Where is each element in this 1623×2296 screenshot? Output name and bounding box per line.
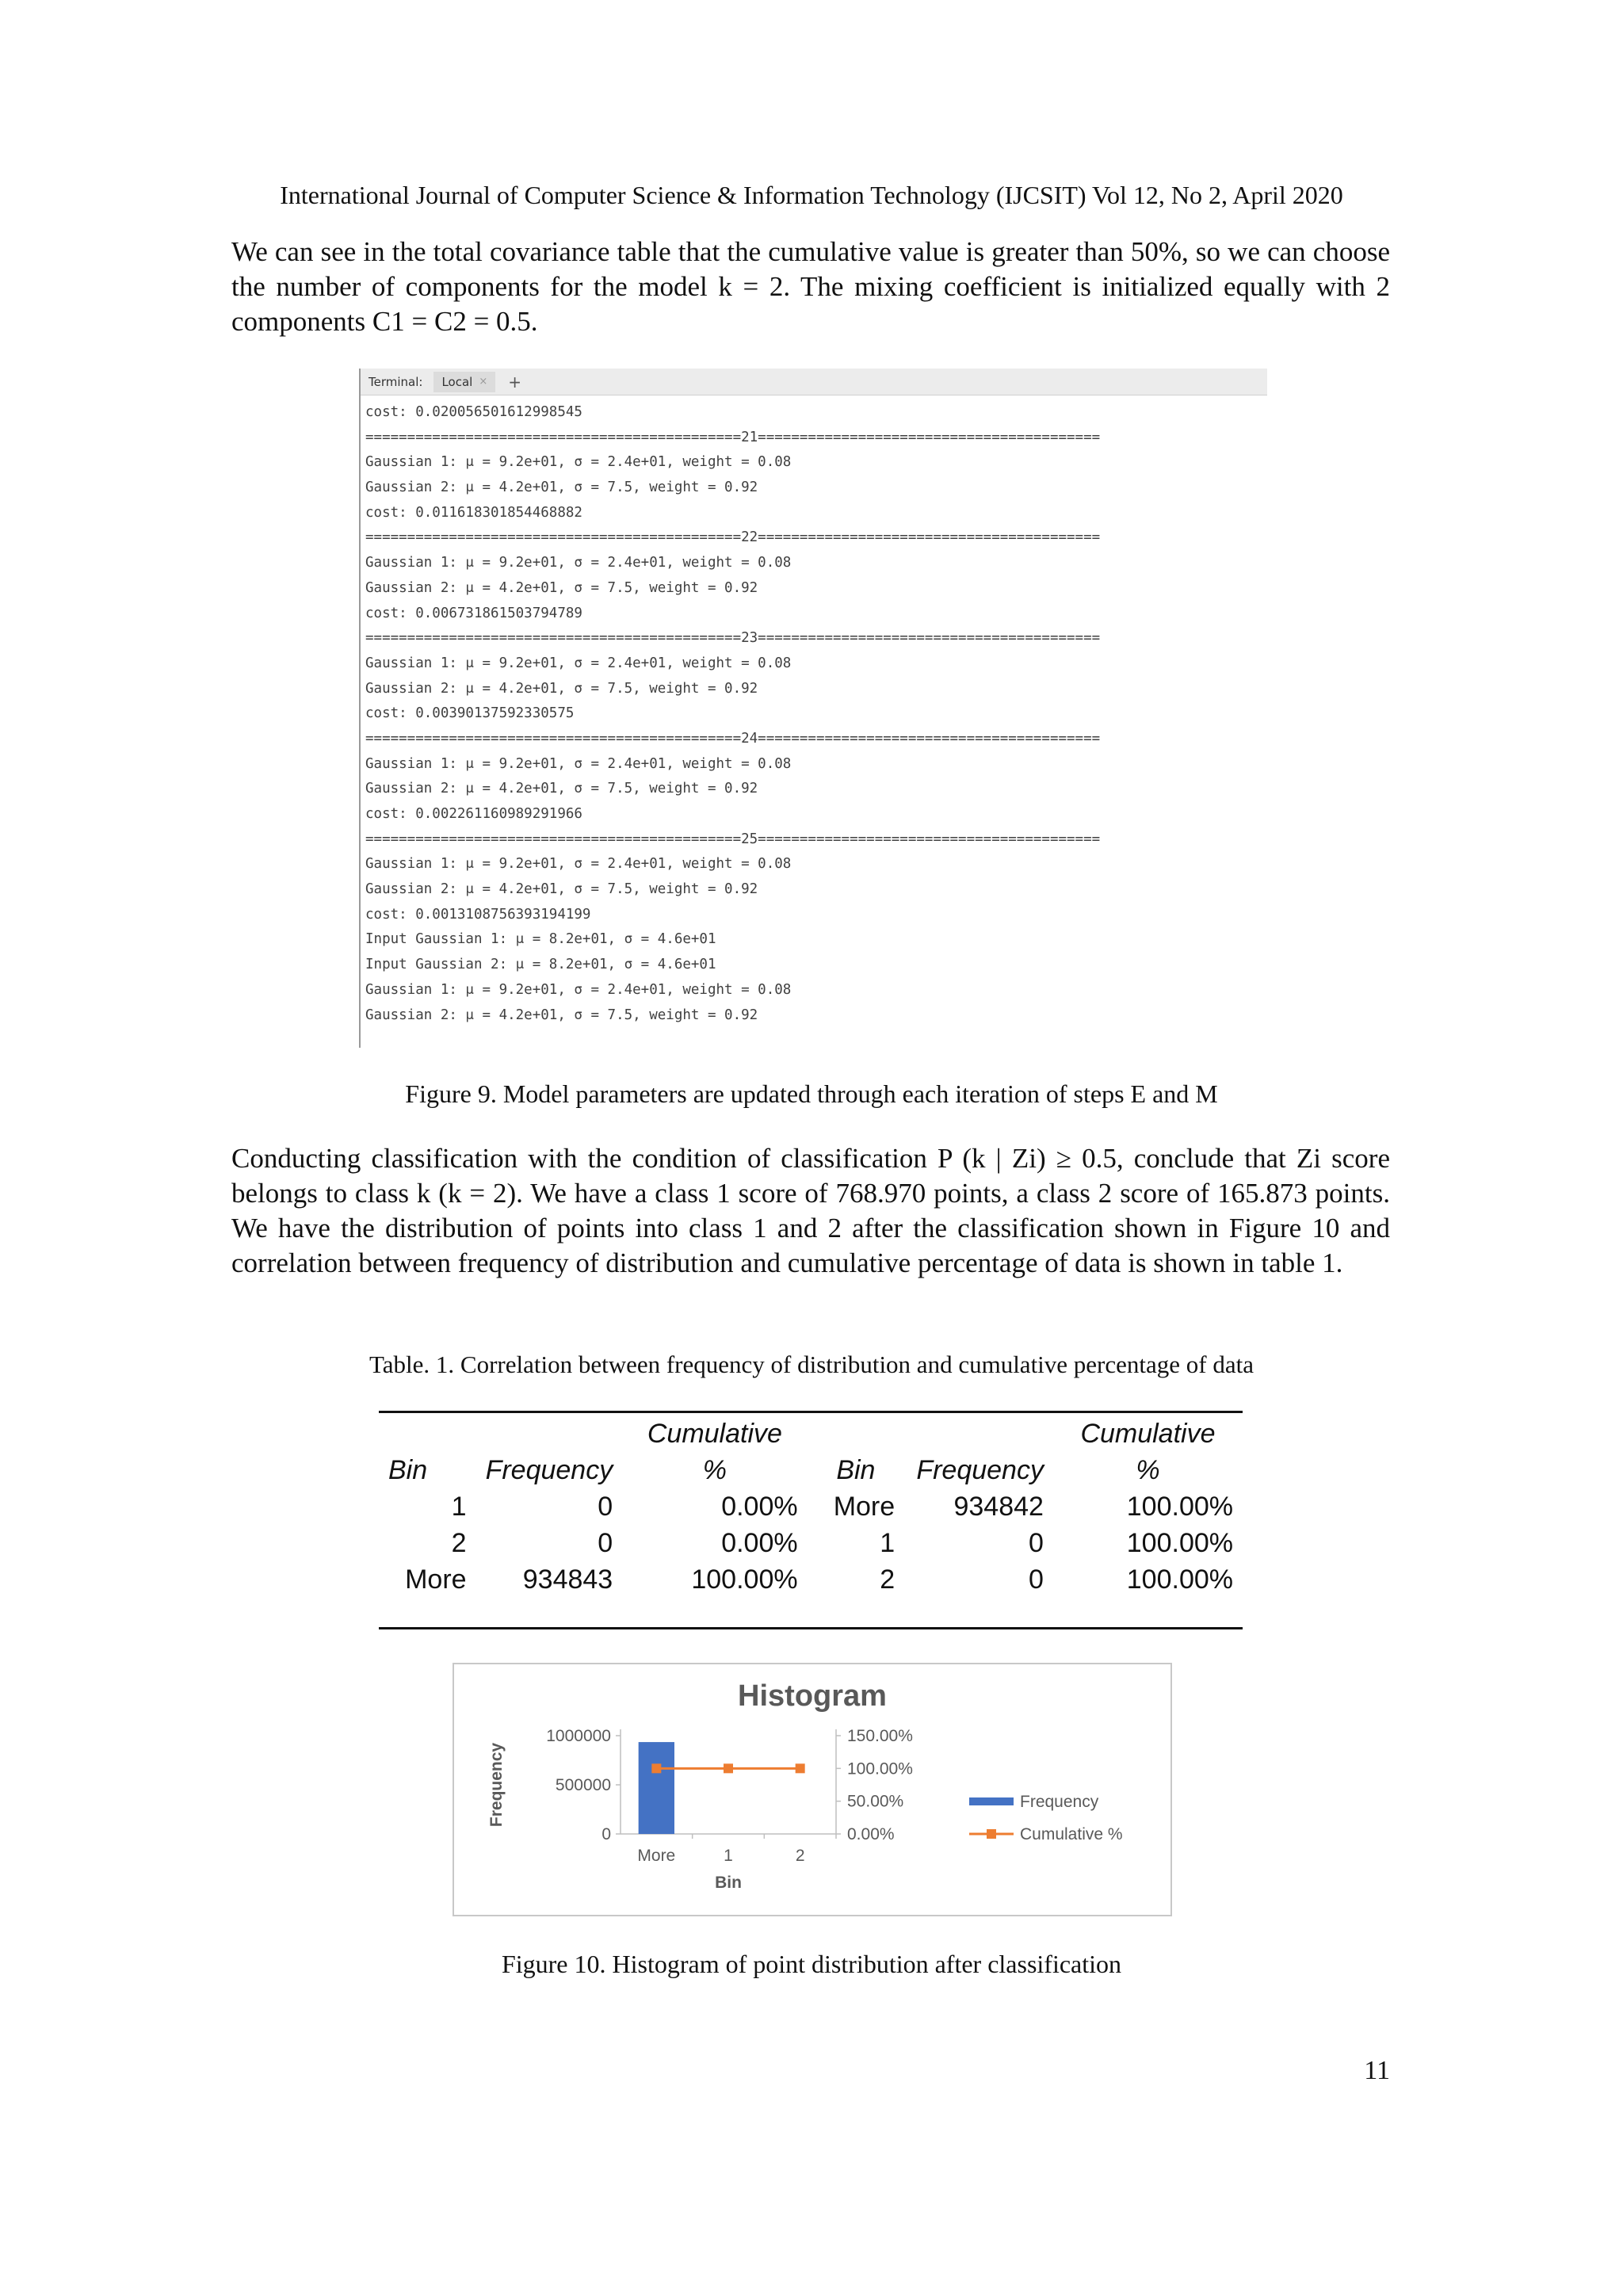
table-cell: 0: [1029, 1528, 1044, 1558]
x-tick-label: 1: [724, 1847, 733, 1865]
table-cell: 0: [598, 1492, 613, 1522]
header-frequency-a: Frequency: [485, 1455, 613, 1485]
terminal-line: Gaussian 1: μ = 9.2e+01, σ = 2.4e+01, weight = 0.08: [365, 856, 792, 873]
point-cumulative: [724, 1763, 733, 1773]
table-cell: 2: [880, 1564, 896, 1595]
terminal-line: Input Gaussian 2: μ = 8.2e+01, σ = 4.6e+01: [365, 957, 716, 973]
terminal-line: Gaussian 2: μ = 4.2e+01, σ = 7.5, weight = 0.92: [365, 680, 758, 697]
terminal-screenshot: [359, 369, 1267, 1048]
header-cumulative-a-line1: Cumulative: [647, 1419, 782, 1449]
y-axis-title: Frequency: [487, 1742, 506, 1828]
table-bottom-rule: [379, 1627, 1243, 1629]
header-cumulative-b-line1: Cumulative: [1080, 1419, 1216, 1449]
add-tab-icon[interactable]: +: [508, 372, 522, 392]
table-cell: 0: [598, 1528, 613, 1558]
terminal-line: cost: 0.020056501612998545: [365, 404, 582, 420]
terminal-line: Gaussian 1: μ = 9.2e+01, σ = 2.4e+01, weight = 0.08: [365, 454, 792, 471]
table-row: [379, 1525, 1243, 1561]
terminal-line: Gaussian 1: μ = 9.2e+01, σ = 2.4e+01, weight = 0.08: [365, 555, 792, 571]
y2-tick-label: 150.00%: [847, 1727, 913, 1745]
x-axis-title: Bin: [715, 1874, 742, 1892]
terminal-line: =============================================21=========================================: [365, 429, 1101, 445]
histogram-svg: [454, 1664, 1170, 1915]
y-tick-label: 0: [601, 1825, 611, 1843]
figure-9-caption: Figure 9. Model parameters are updated through each iteration of steps E and M: [405, 1079, 1218, 1108]
x-tick-label: 2: [795, 1847, 805, 1865]
table-cell: 100.00%: [1126, 1564, 1233, 1595]
point-cumulative: [796, 1763, 805, 1773]
table-cell: 934842: [953, 1492, 1044, 1522]
terminal-line: Gaussian 1: μ = 9.2e+01, σ = 2.4e+01, weight = 0.08: [365, 981, 792, 998]
terminal-line: cost: 0.00390137592330575: [365, 705, 575, 722]
table-row: [379, 1488, 1243, 1525]
y2-tick-label: 50.00%: [847, 1792, 904, 1811]
header-cumulative-b: [1053, 1412, 1243, 1488]
legend-label-frequency: Frequency: [1020, 1793, 1099, 1811]
distribution-table-grid: [379, 1412, 1243, 1598]
point-cumulative: [651, 1763, 661, 1773]
table-cell: 1: [880, 1528, 896, 1558]
header-cumulative-a: [622, 1412, 807, 1488]
table-row: [379, 1561, 1243, 1598]
terminal-line: Input Gaussian 1: μ = 8.2e+01, σ = 4.6e+01: [365, 931, 716, 948]
terminal-line: Gaussian 2: μ = 4.2e+01, σ = 7.5, weight = 0.92: [365, 1007, 758, 1023]
terminal-line: Gaussian 2: μ = 4.2e+01, σ = 7.5, weight = 0.92: [365, 781, 758, 797]
table-header-row: [379, 1412, 1243, 1488]
page-number: 11: [1364, 2056, 1390, 2085]
terminal-line: Gaussian 1: μ = 9.2e+01, σ = 2.4e+01, weight = 0.08: [365, 655, 792, 671]
header-bin-b: Bin: [836, 1455, 876, 1485]
terminal-line: =============================================23=========================================: [365, 630, 1101, 647]
table-cell: 100.00%: [1126, 1528, 1233, 1558]
terminal-line: =============================================22=========================================: [365, 529, 1101, 546]
y2-tick-label: 0.00%: [847, 1825, 895, 1843]
terminal-line: Gaussian 2: μ = 4.2e+01, σ = 7.5, weight = 0.92: [365, 479, 758, 496]
terminal-line: =============================================25=========================================: [365, 831, 1101, 847]
paragraph-intro: [231, 235, 1390, 339]
header-bin-a: Bin: [388, 1455, 428, 1485]
header-cumulative-a-line2: %: [702, 1455, 727, 1485]
figure-10-caption: Figure 10. Histogram of point distribution after classification: [501, 1950, 1122, 1978]
paragraph-classification-text: Conducting classification with the condition of classification P (k | Zi) ≥ 0.5, conclude that Zi score belongs to class k (k = 2). We have a class 1 score of 768.970 points, a class 2 score of 165.873 points. We have the distribution of points into class 1 and 2 after the classification shown in Figure 10 and correlation between frequency of distribution and cumulative percentage of data is shown in table 1.: [231, 1143, 1390, 1278]
terminal-tab-local[interactable]: [433, 372, 495, 392]
table-cell: 100.00%: [691, 1564, 798, 1595]
terminal-line: cost: 0.0013108756393194199: [365, 906, 591, 923]
terminal-line: cost: 0.002261160989291966: [365, 806, 582, 822]
table-cell: More: [833, 1492, 896, 1522]
y-tick-label: 1000000: [546, 1727, 611, 1745]
paragraph-intro-text: We can see in the total covariance table that the cumulative value is greater than 50%, so we can choose the number of components for the model k = 2. The mixing coefficient is initialized equally with 2 components C1 = C2 = 0.5.: [231, 236, 1390, 337]
table-cell: 100.00%: [1126, 1492, 1233, 1522]
histogram-chart: [453, 1663, 1172, 1916]
terminal-tab-label: Local: [441, 374, 473, 389]
terminal-line: cost: 0.011618301854468882: [365, 504, 582, 521]
table-1-caption: Table. 1. Correlation between frequency of distribution and cumulative percentage of data: [369, 1350, 1254, 1378]
table-cell: 1: [451, 1492, 467, 1522]
terminal-line: Gaussian 2: μ = 4.2e+01, σ = 7.5, weight = 0.92: [365, 881, 758, 898]
legend-label-cumulative: Cumulative %: [1020, 1825, 1123, 1843]
table-cell: 934843: [522, 1564, 613, 1595]
chart-title: Histogram: [738, 1679, 887, 1713]
table-cell: 0.00%: [721, 1528, 798, 1558]
terminal-line: Gaussian 2: μ = 4.2e+01, σ = 7.5, weight = 0.92: [365, 579, 758, 596]
legend-swatch-frequency: [969, 1797, 1014, 1805]
table-cell: 0.00%: [721, 1492, 798, 1522]
y2-tick-label: 100.00%: [847, 1759, 913, 1778]
header-cumulative-b-line2: %: [1136, 1455, 1160, 1485]
terminal-label: Terminal:: [369, 374, 423, 389]
paragraph-classification: [231, 1141, 1390, 1281]
terminal-line: =============================================24=========================================: [365, 730, 1101, 747]
terminal-line: Gaussian 1: μ = 9.2e+01, σ = 2.4e+01, weight = 0.08: [365, 755, 792, 772]
table-cell: More: [405, 1564, 467, 1595]
table-cell: 2: [451, 1528, 467, 1558]
header-frequency-b: Frequency: [916, 1455, 1044, 1485]
legend-marker-cumulative: [987, 1829, 996, 1839]
terminal-output: [361, 395, 1267, 1028]
y-tick-label: 500000: [555, 1776, 611, 1794]
close-icon[interactable]: ×: [479, 376, 488, 388]
table-cell: 0: [1029, 1564, 1044, 1595]
terminal-toolbar: [361, 369, 1267, 395]
bar-frequency: [639, 1742, 674, 1834]
terminal-line: cost: 0.006731861503794789: [365, 605, 582, 621]
journal-header: International Journal of Computer Science & Information Technology (IJCSIT) Vol 12, No 2, April 2020: [280, 181, 1343, 209]
x-tick-label: More: [637, 1847, 676, 1865]
